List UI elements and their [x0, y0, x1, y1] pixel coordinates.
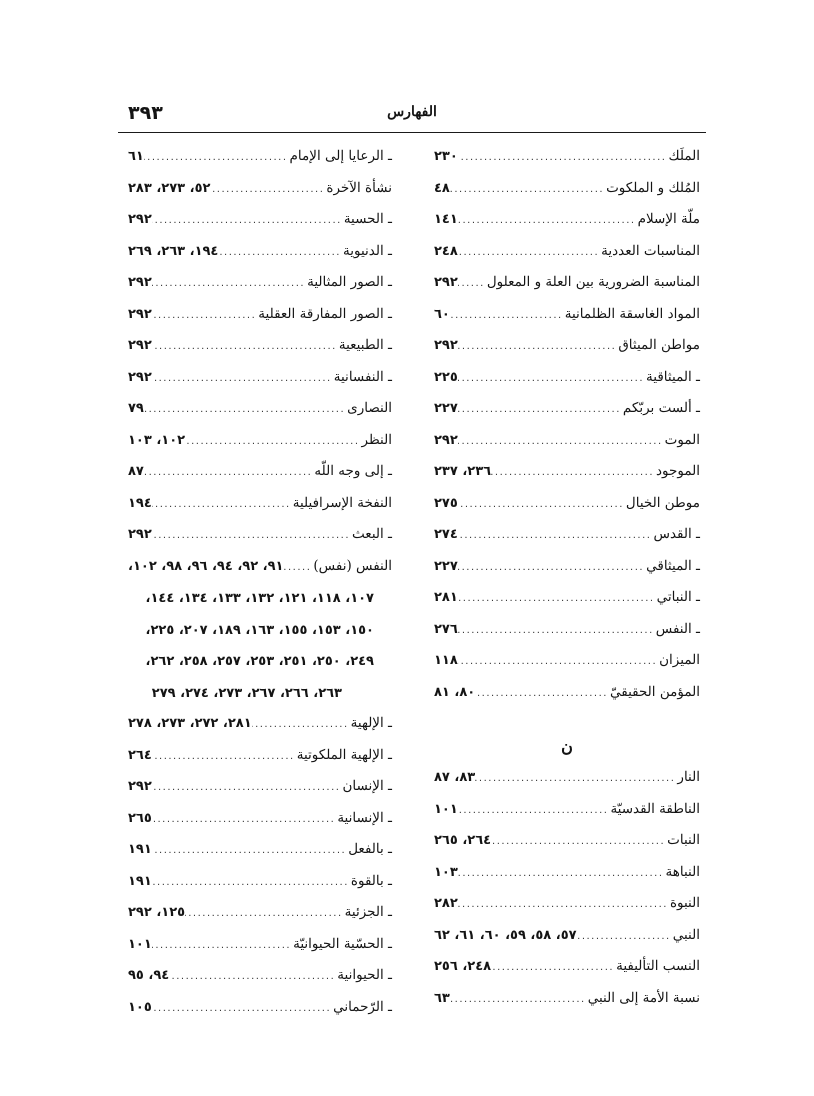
- index-pages: ٢٩٢: [128, 306, 152, 322]
- index-pages: ٢٧٥: [434, 495, 458, 511]
- index-pages: ٢٧٤: [434, 527, 458, 542]
- index-entry: [128, 715, 392, 747]
- index-term: النباهة: [665, 863, 700, 880]
- dot-leader: [458, 868, 666, 879]
- index-term: نشأة الآخرة: [326, 179, 392, 196]
- index-entry: [434, 463, 700, 495]
- dot-leader: [185, 436, 361, 447]
- index-entry: [128, 778, 392, 810]
- index-pages: ١٠٥: [128, 999, 152, 1015]
- index-pages: ٢٩٢: [128, 369, 152, 385]
- index-entry: [434, 769, 700, 801]
- index-pages-continuation: ١٥٠، ١٥٣، ١٥٥، ١٦٣، ١٨٩، ٢٠٧، ٢٢٥،: [145, 622, 374, 638]
- index-pages: ١٠١: [128, 936, 152, 952]
- header-rule: [118, 132, 706, 133]
- index-term: ـ البعث: [352, 526, 392, 542]
- index-entry: [434, 274, 700, 306]
- dot-leader: [458, 373, 646, 384]
- index-term: المؤمن الحقيقيّ: [609, 683, 700, 700]
- index-term: ـ الحسّية الحيوانيّة: [293, 935, 392, 952]
- index-term: النبوة: [669, 895, 700, 911]
- dot-leader: [144, 152, 290, 163]
- index-term: ـ الإنسانية: [337, 809, 392, 826]
- dot-leader: [458, 805, 611, 816]
- index-column-left: [128, 148, 392, 1030]
- index-pages: ١٩٤، ٢٦٣، ٢٦٩: [128, 243, 219, 259]
- index-pages: ٢٣٦، ٢٣٧: [434, 464, 492, 479]
- index-pages: ٤٨: [434, 180, 450, 196]
- dot-leader: [169, 971, 337, 982]
- index-pages: ٢٩٢: [128, 338, 152, 353]
- index-entry: [128, 211, 392, 243]
- index-term: ملّة الإسلام: [637, 211, 700, 227]
- index-pages: ٢٤٨، ٢٥٦: [434, 959, 492, 974]
- index-pages: ٢٨٢: [434, 896, 458, 911]
- index-entry: [434, 369, 700, 401]
- dot-leader: [458, 215, 638, 226]
- index-entry: [434, 589, 700, 621]
- index-term: المناسبات العددية: [601, 242, 700, 259]
- dot-leader: [152, 310, 258, 321]
- index-pages: ١٩١: [128, 873, 152, 889]
- index-term: ـ الرعايا إلى الإمام: [289, 148, 392, 164]
- dot-leader: [458, 404, 623, 415]
- index-entry-nafs: [128, 558, 392, 590]
- index-pages: ١٠٢، ١٠٣: [128, 432, 186, 448]
- index-term: ـ إلى وجه اللّه: [314, 463, 392, 479]
- index-pages: ١٤١: [434, 212, 458, 227]
- index-term: ـ الصور المفارقة العقلية: [258, 305, 392, 322]
- index-entry: [434, 990, 700, 1022]
- index-term: ـ القدس: [653, 526, 700, 542]
- index-entry: [128, 967, 392, 999]
- index-term: ـ الحيوانية: [337, 967, 392, 983]
- index-term: ـ الرّحماني: [333, 998, 392, 1015]
- dot-leader: [152, 814, 338, 825]
- index-term: ـ الميثاقية: [646, 368, 700, 385]
- index-entry: [128, 904, 392, 936]
- dot-leader: [450, 994, 588, 1005]
- index-term: نسبة الأمة إلى النبي: [587, 989, 700, 1006]
- index-term: مواطن الميثاق: [618, 337, 700, 353]
- index-entry: [434, 684, 700, 716]
- index-pages: ١٩٤: [128, 495, 152, 511]
- index-term: ـ الإلهية الملكوتية: [296, 746, 392, 763]
- dot-leader: [458, 247, 601, 258]
- dot-leader: [450, 184, 606, 195]
- index-entry: [128, 999, 392, 1031]
- index-term: النبات: [667, 832, 700, 848]
- dot-leader: [475, 688, 610, 699]
- index-term: الملَك: [668, 148, 700, 164]
- index-entry: [434, 832, 700, 864]
- index-entry: [128, 810, 392, 842]
- dot-leader: [458, 562, 646, 573]
- index-term: النار: [677, 769, 700, 785]
- index-term: ـ الإنسان: [342, 778, 392, 794]
- index-entry: [434, 958, 700, 990]
- index-entry: [128, 369, 392, 401]
- index-term: ـ الإلهية: [350, 715, 392, 731]
- index-pages: ٧٩: [128, 401, 144, 416]
- index-term: المناسبة الضرورية بين العلة و المعلول: [486, 274, 700, 290]
- index-entry: [128, 463, 392, 495]
- dot-leader: [283, 562, 313, 573]
- index-entry: [434, 652, 700, 684]
- index-entry: [128, 495, 392, 527]
- index-column-right: [434, 148, 700, 1021]
- index-entry: [128, 432, 392, 464]
- index-entry: [434, 337, 700, 369]
- dot-leader: [152, 782, 343, 793]
- index-term: ـ الدنيوية: [343, 242, 392, 259]
- index-entry: [434, 864, 700, 896]
- index-pages: ٩٤، ٩٥: [128, 968, 170, 983]
- index-term: موطن الخيال: [625, 494, 700, 511]
- index-entry: [128, 747, 392, 779]
- index-pages: ٢٩٢: [434, 275, 458, 290]
- index-pages: ١٠١: [434, 801, 458, 817]
- dot-leader: [152, 940, 293, 951]
- index-entry: [434, 400, 700, 432]
- index-entry: [128, 873, 392, 905]
- index-term: النظر: [361, 431, 392, 448]
- index-entry: [128, 274, 392, 306]
- index-entry: [434, 306, 700, 338]
- index-entry: [434, 801, 700, 833]
- index-group-left-a: [128, 148, 392, 558]
- dot-leader: [152, 215, 344, 226]
- index-pages: ٨٣، ٨٧: [434, 770, 476, 785]
- index-pages: ٢٩٢: [434, 432, 458, 448]
- index-term: ـ بالقوة: [350, 872, 392, 889]
- index-entry: [128, 936, 392, 968]
- dot-leader: [458, 593, 657, 604]
- dot-leader: [491, 467, 656, 478]
- dot-leader: [218, 247, 343, 258]
- index-entry: [434, 243, 700, 275]
- dot-leader: [152, 341, 339, 352]
- index-term: المُلك و الملكوت: [606, 179, 700, 196]
- index-entry: [434, 495, 700, 527]
- index-pages: ٨٠، ٨١: [434, 684, 476, 700]
- dot-leader: [152, 877, 351, 888]
- index-pages: ٢٩٢: [128, 779, 152, 794]
- index-entry: [434, 895, 700, 927]
- index-group-left-b: [128, 715, 392, 1030]
- index-pages: ٢٣٠: [434, 149, 458, 164]
- dot-leader: [152, 373, 334, 384]
- index-term: ـ الحسية: [343, 211, 392, 227]
- index-entry: [128, 400, 392, 432]
- index-entry: [128, 180, 392, 212]
- index-pages: ٦١: [128, 149, 144, 164]
- dot-leader: [252, 719, 351, 730]
- index-pages: ٩١، ٩٢، ٩٤، ٩٦، ٩٨، ١٠٢،: [128, 558, 284, 574]
- dot-leader: [152, 845, 348, 856]
- index-term: الموجود: [656, 463, 700, 479]
- dot-leader: [458, 625, 656, 636]
- dot-leader: [152, 751, 297, 762]
- index-term: ـ ألست بربّكم: [622, 400, 700, 416]
- dot-leader: [450, 310, 565, 321]
- dot-leader: [577, 931, 673, 942]
- index-entry: [434, 180, 700, 212]
- page-number: ٣٩٣: [128, 102, 163, 124]
- dot-leader: [491, 962, 616, 973]
- dot-leader: [144, 404, 347, 415]
- index-term: ـ الصور المثالية: [307, 274, 392, 290]
- index-term: الميزان: [659, 652, 700, 668]
- dot-leader: [458, 530, 654, 541]
- index-group-meem: [434, 148, 700, 715]
- index-term: ـ النباتي: [656, 589, 700, 605]
- index-entry: [434, 211, 700, 243]
- index-pages: ٥٢، ٢٧٣، ٢٨٣: [128, 180, 211, 196]
- dot-leader: [458, 899, 670, 910]
- index-pages: ٢٢٥: [434, 369, 458, 385]
- index-pages: ١١٨: [434, 653, 458, 668]
- index-pages: ٨٧: [128, 464, 144, 479]
- index-term: النصارى: [347, 400, 392, 416]
- index-entry: [434, 558, 700, 590]
- page-header: [118, 100, 706, 130]
- index-entry: [128, 243, 392, 275]
- index-entry: [128, 526, 392, 558]
- index-term: ـ بالفعل: [348, 841, 392, 857]
- index-group-noon: [434, 769, 700, 1021]
- index-term: ـ الميثاقي: [646, 557, 700, 574]
- dot-leader: [458, 499, 626, 510]
- index-pages: ٢٢٧: [434, 401, 458, 416]
- index-term: الموت: [664, 431, 700, 448]
- index-pages: ٢٤٨: [434, 243, 458, 259]
- dot-leader: [185, 908, 345, 919]
- index-term: الناطقة القدسيّة: [610, 800, 700, 817]
- index-entry: [128, 337, 392, 369]
- index-pages-continuation: ١٠٧، ١١٨، ١٢١، ١٣٢، ١٣٣، ١٣٤، ١٤٤،: [145, 591, 374, 606]
- index-term: النفخة الإسرافيلية: [292, 494, 392, 511]
- dot-leader: [152, 1003, 333, 1014]
- index-entry: [434, 432, 700, 464]
- index-term: ـ الطبيعية: [338, 337, 392, 353]
- dot-leader: [475, 773, 677, 784]
- index-entry: [128, 841, 392, 873]
- index-pages-continuation: ٢٦٣، ٢٦٦، ٢٦٧، ٢٧٣، ٢٧٤، ٢٧٩: [151, 685, 342, 701]
- index-pages: ٥٧، ٥٨، ٥٩، ٦٠، ٦١، ٦٢: [434, 927, 577, 943]
- index-term: النبي: [672, 926, 700, 943]
- dot-leader: [458, 152, 669, 163]
- dot-leader: [491, 836, 667, 847]
- index-pages: ١٩١: [128, 842, 152, 857]
- section-letter-noon: ن: [561, 737, 573, 756]
- dot-leader: [144, 467, 315, 478]
- index-pages: ٢٦٤: [128, 747, 152, 763]
- dot-leader: [152, 499, 293, 510]
- index-entry: [128, 148, 392, 180]
- index-term: النفس (نفس): [313, 557, 392, 574]
- index-pages: ٢٨١: [434, 590, 458, 605]
- index-term: ـ الجزئية: [344, 904, 392, 920]
- index-entry: [128, 306, 392, 338]
- index-entry: [434, 148, 700, 180]
- index-term: النسب التأليفية: [616, 958, 700, 974]
- index-pages: ٢٦٤، ٢٦٥: [434, 833, 492, 848]
- page-title: الفهارس: [387, 104, 437, 120]
- dot-leader: [152, 278, 307, 289]
- index-pages: ٢٢٧: [434, 558, 458, 574]
- index-pages: ١٢٥، ٢٩٢: [128, 905, 186, 920]
- index-term: ـ النفس: [655, 620, 700, 637]
- index-pages: ٢٨١، ٢٧٢، ٢٧٣، ٢٧٨: [128, 716, 252, 731]
- index-pages: ٢٩٢: [434, 338, 458, 353]
- dot-leader: [458, 656, 659, 667]
- index-pages: ٢٧٦: [434, 621, 458, 637]
- index-pages: ٢٦٥: [128, 810, 152, 826]
- dot-leader: [152, 530, 352, 541]
- index-pages: ٦٠: [434, 306, 450, 322]
- index-entry: [434, 927, 700, 959]
- index-term: المواد الغاسقة الظلمانية: [564, 305, 700, 322]
- dot-leader: [210, 184, 326, 195]
- dot-leader: [458, 278, 487, 289]
- index-pages: ٦٣: [434, 990, 450, 1006]
- index-pages: ٢٩٢: [128, 527, 152, 542]
- dot-leader: [458, 436, 665, 447]
- index-pages: ٢٩٢: [128, 212, 152, 227]
- index-pages: ١٠٣: [434, 864, 458, 880]
- index-entry: [434, 526, 700, 558]
- index-pages-continuation: ٢٤٩، ٢٥٠، ٢٥١، ٢٥٣، ٢٥٧، ٢٥٨، ٢٦٢،: [145, 654, 374, 669]
- index-pages: ٢٩٢: [128, 275, 152, 290]
- index-term: ـ النفسانية: [333, 368, 392, 385]
- dot-leader: [458, 341, 619, 352]
- index-entry: [434, 621, 700, 653]
